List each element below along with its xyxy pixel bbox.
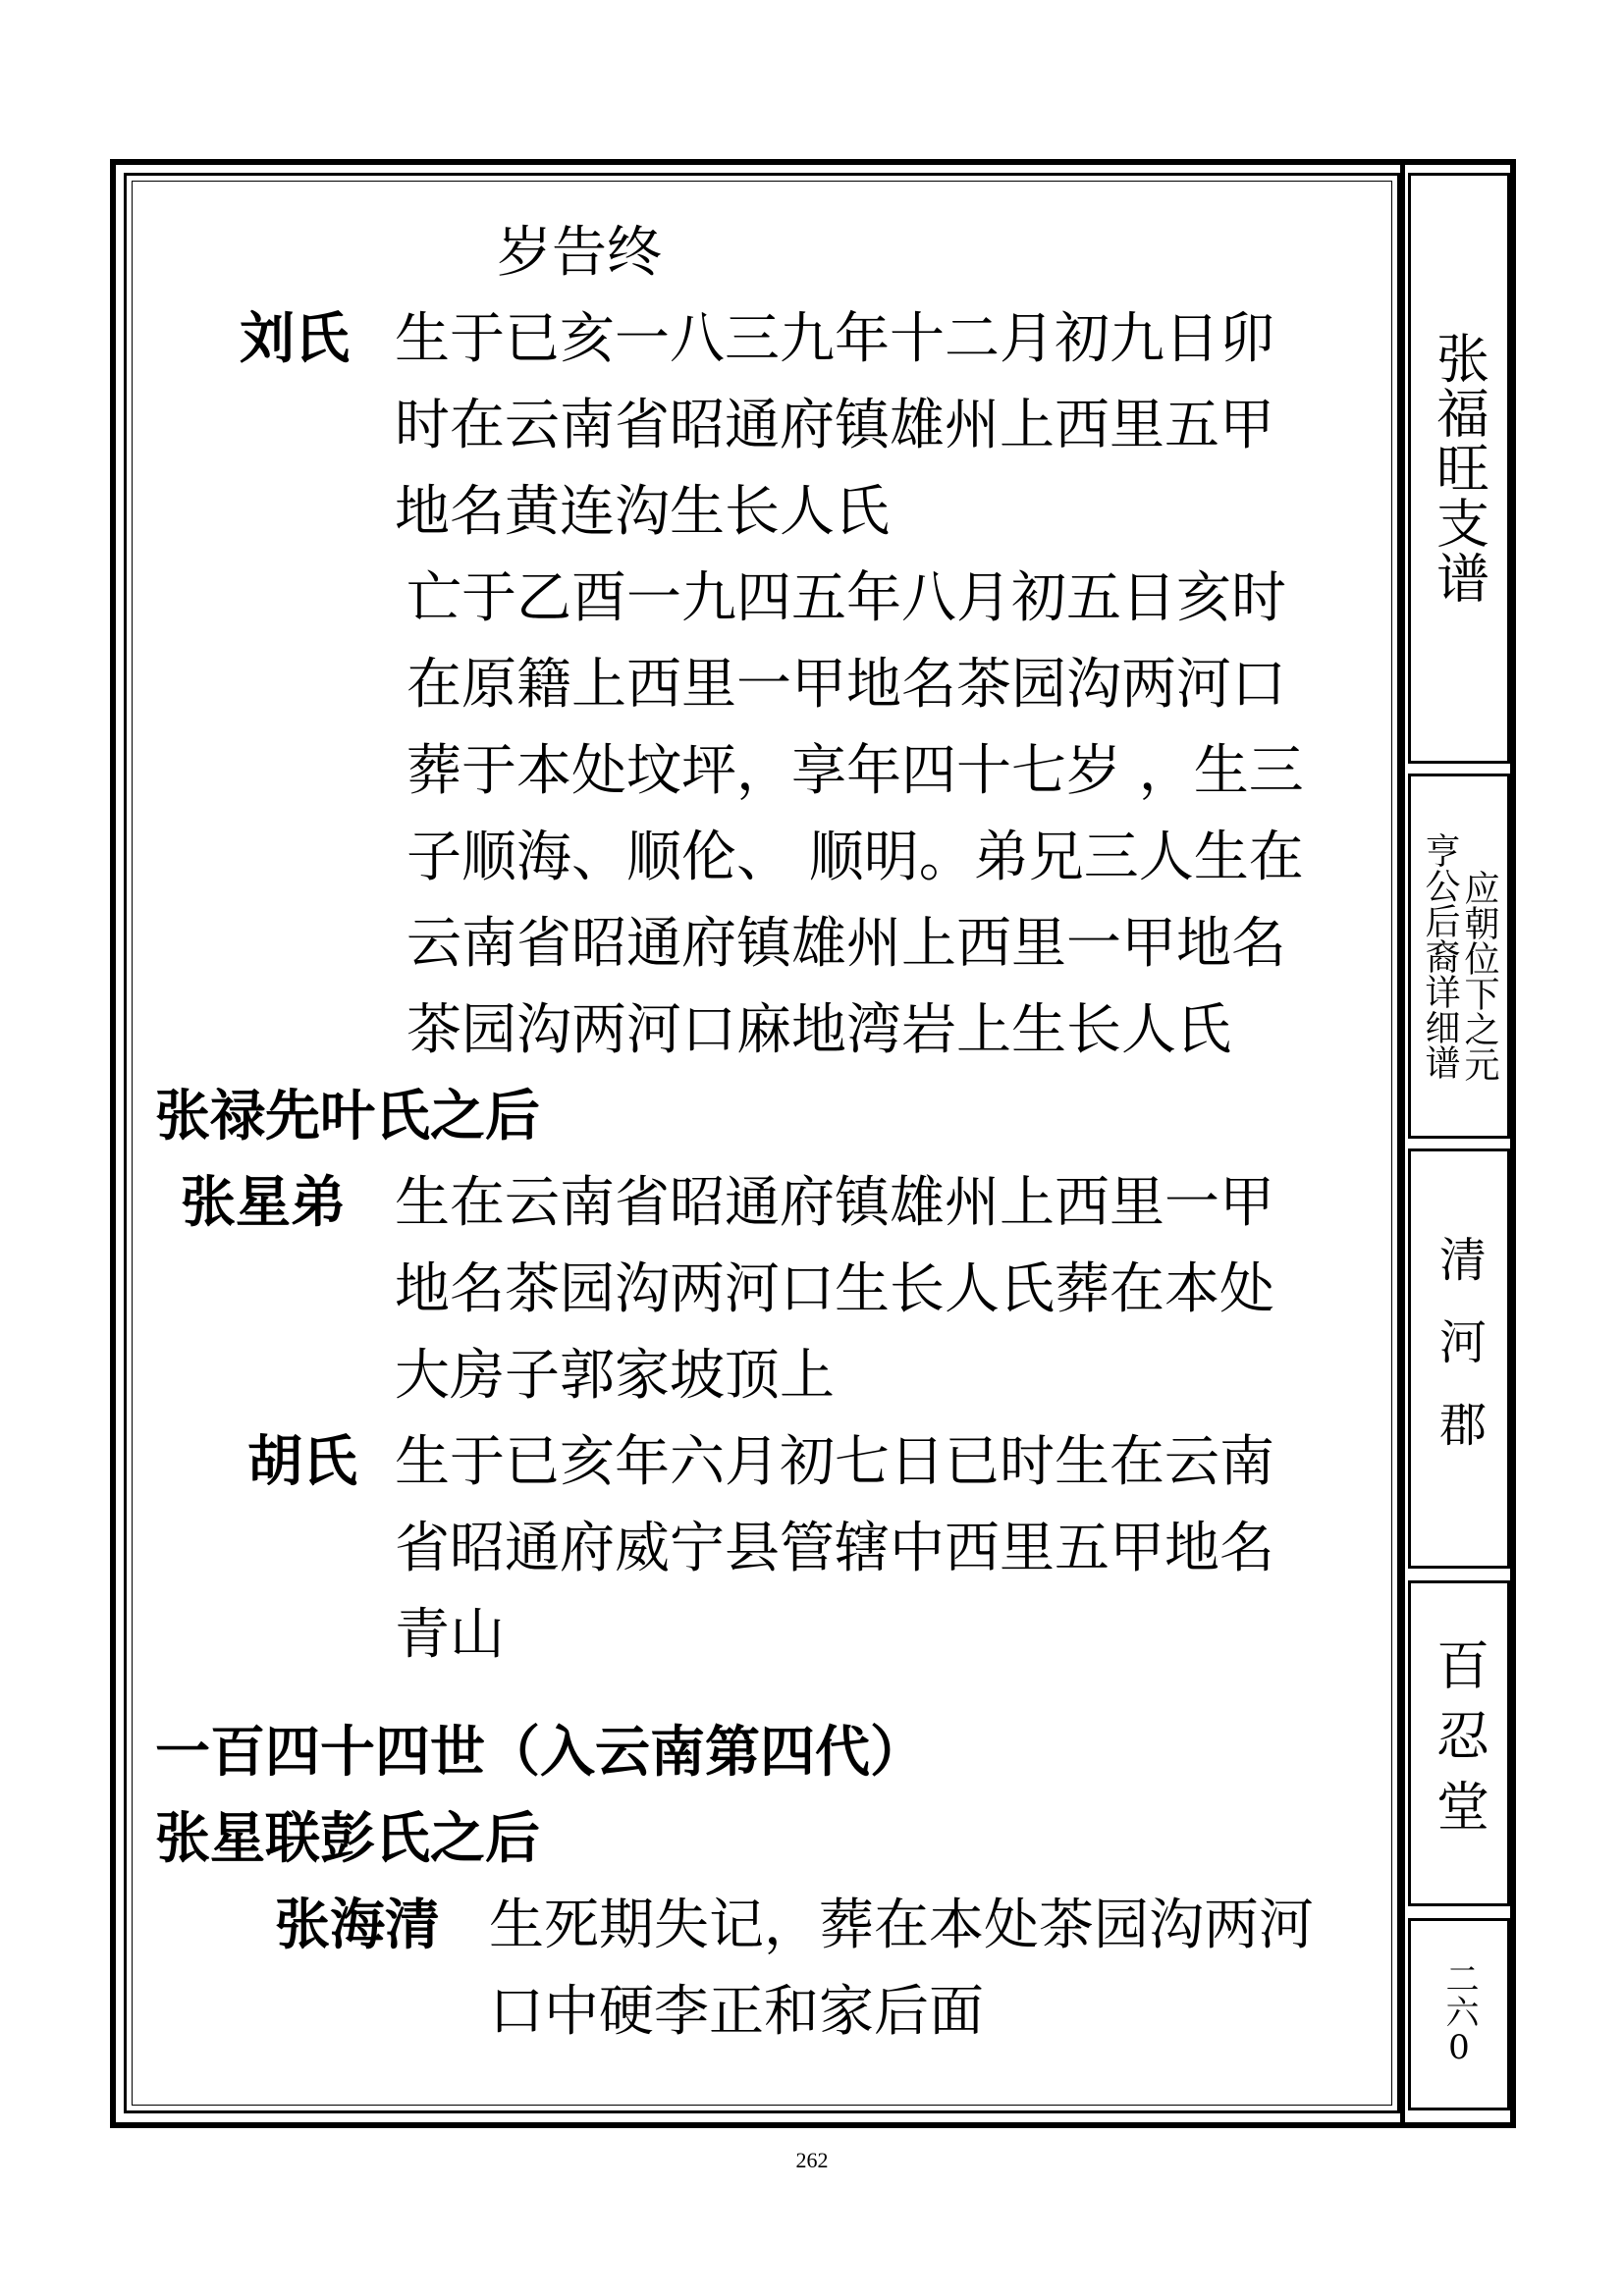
text-line: 生于已亥一八三九年十二月初九日卯 [395,307,1274,371]
text-line: 大房子郭家坡顶上 [395,1344,835,1408]
section-heading: 张星联彭氏之后 [155,1807,540,1871]
text-line: 时在云南省昭通府镇雄州上西里五甲 [395,394,1274,457]
page-number: 262 [795,2148,829,2172]
person-name: 张星弟 [181,1171,346,1235]
text-line: 口中硬李正和家后面 [489,1980,984,2044]
column-separator [1400,165,1405,2122]
text-line: 生在云南省昭通府镇雄州上西里一甲 [395,1171,1274,1235]
text-line: 生死期失记，葬在本处茶园沟两河 [489,1894,1314,1957]
lineage-text-right: 应朝位下之元 [1459,870,1499,1082]
text-line: 省昭通府威宁县管辖中西里五甲地名 [395,1517,1274,1580]
sidebar-page-panel [1408,1918,1510,2110]
text-line: 地名黄连沟生长人氏 [395,480,890,544]
text-line: 葬于本处坟坪，享年四十七岁 ，生三 [406,739,1304,803]
text-line: 亡于乙酉一九四五年八月初五日亥时 [406,566,1286,630]
text-line: 云南省昭通府镇雄州上西里一甲地名 [406,912,1286,976]
genealogy-title: 张福旺支谱 [1428,331,1490,606]
sidebar-lineage-panel [1408,774,1510,1139]
sidebar-title-panel [1408,173,1510,764]
text-line: 地名茶园沟两河口生长人氏葬在本处 [395,1257,1274,1321]
text-line: 岁告终 [497,221,662,285]
person-name: 张海清 [275,1894,440,1957]
text-line: 青山 [395,1603,505,1667]
generation-heading: 一百四十四世（入云南第四代） [155,1721,925,1785]
text-line: 在原籍上西里一甲地名茶园沟两河口 [406,653,1286,717]
person-name: 刘氏 [240,307,350,371]
lineage-text-left: 亨公后裔详细谱 [1420,832,1460,1080]
page-number-chinese: 二六0 [1439,1961,1479,2067]
text-line: 茶园沟两河口麻地湾岩上生长人氏 [406,998,1231,1062]
section-heading: 张禄先叶氏之后 [155,1085,540,1148]
sidebar-hall-panel [1408,1580,1510,1906]
text-line: 子顺海、顺伦、 顺明。弟兄三人生在 [406,826,1304,889]
text-line: 生于已亥年六月初七日已时生在云南 [395,1430,1274,1494]
clan-name: 清河郡 [1431,1235,1487,1482]
hall-name: 百忍堂 [1428,1637,1490,1849]
person-name: 胡氏 [247,1430,357,1494]
sidebar-clan-panel [1408,1148,1510,1569]
